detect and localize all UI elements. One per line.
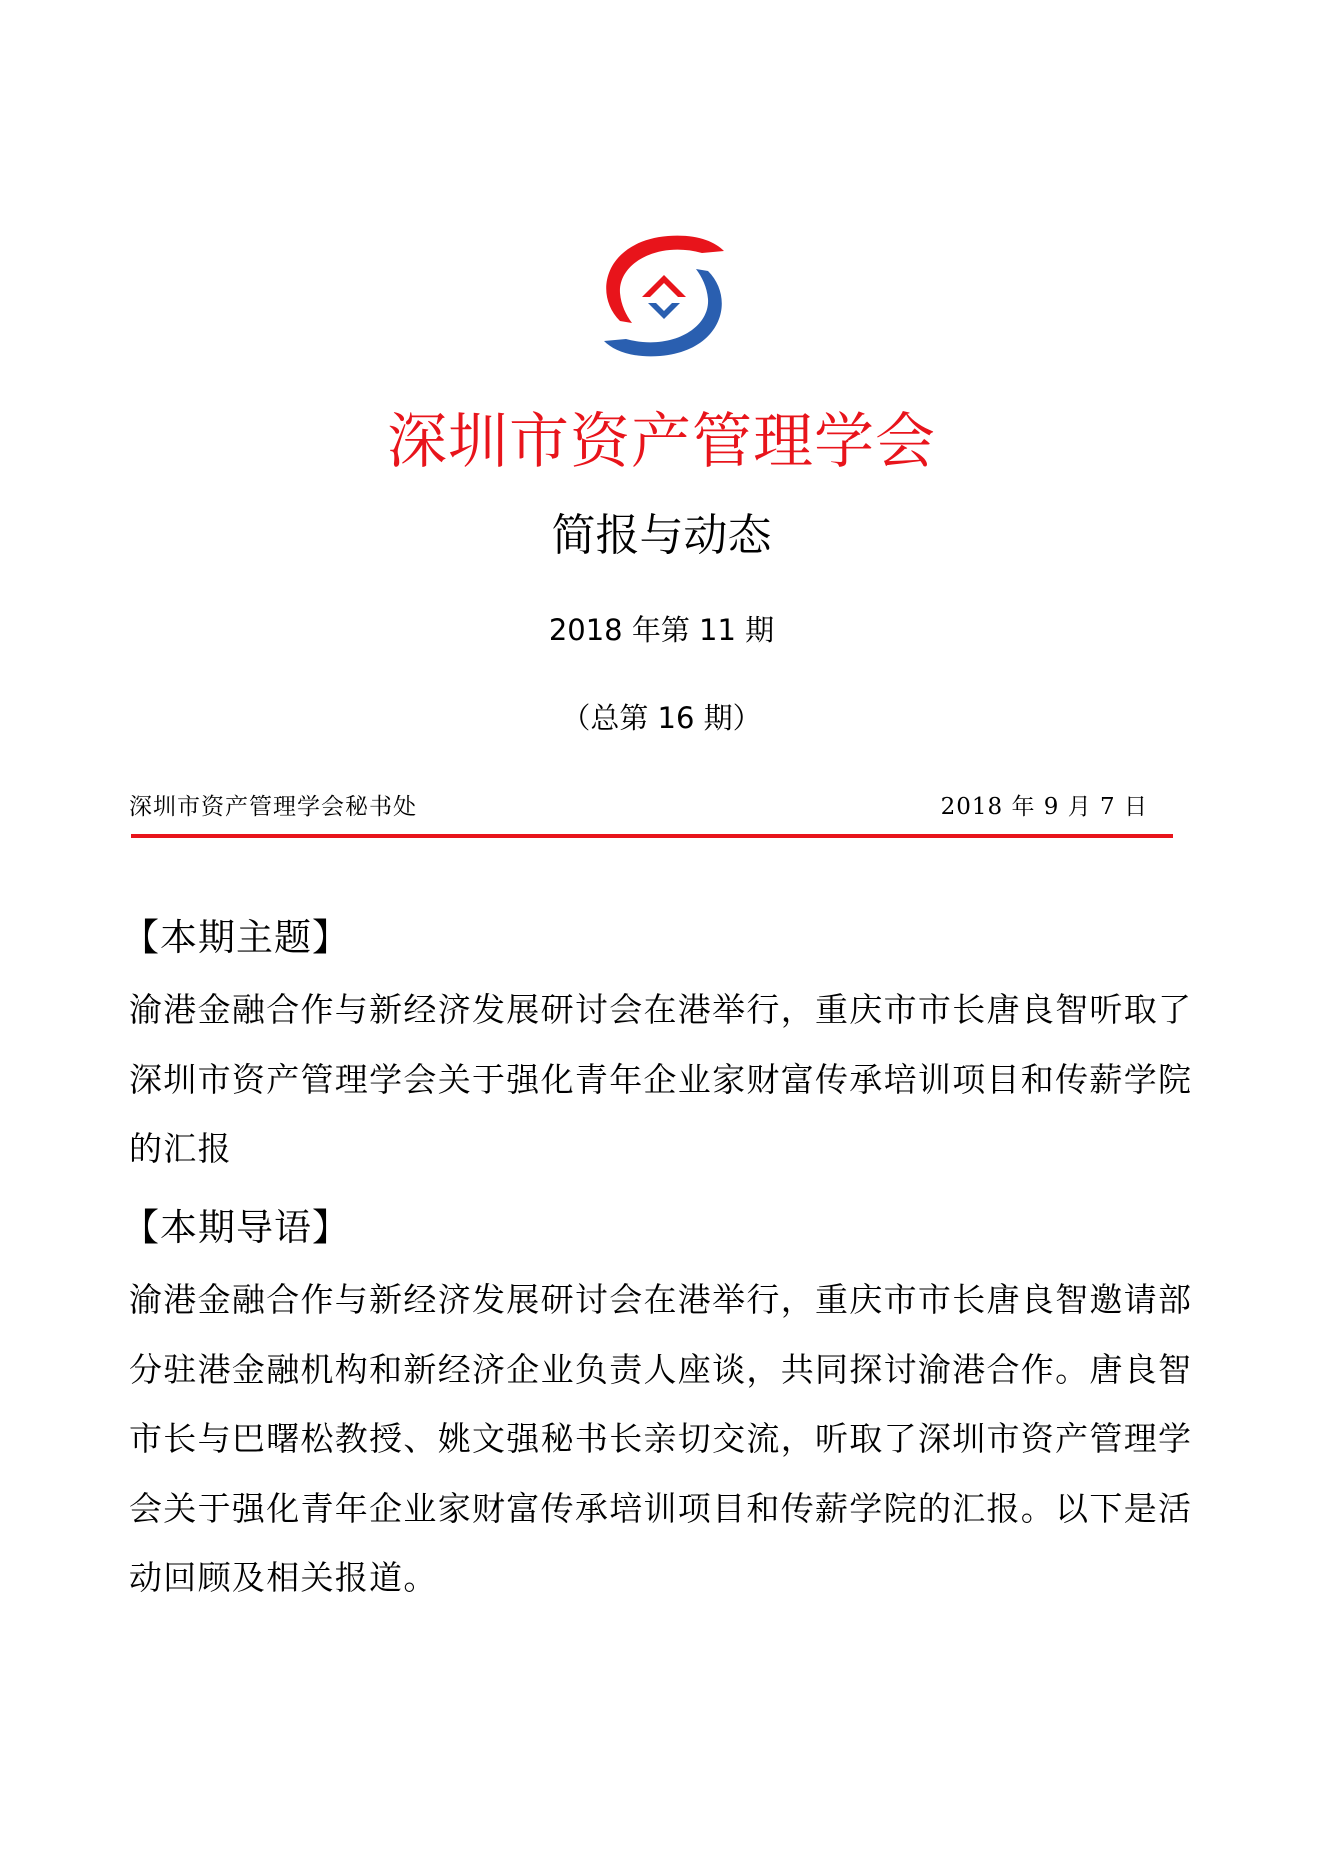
issue-number: 2018 年第 11 期 [548, 613, 775, 647]
intro-paragraph: 渝港金融合作与新经济发展研讨会在港举行，重庆市市长唐良智邀请部分驻港金融机构和新经济企业负责人座谈，共同探讨渝港合作。唐良智市长与巴曙松教授、姚文强秘书长亲切交流，听取了深圳市资产管理学会关于强化青年企业家财富传承培训项目和传薪学院的汇报。以下是活动回顾及相关报道。 [129, 1280, 1193, 1597]
intro-heading: 【本期导语】 [122, 1206, 350, 1249]
org-title: 深圳市资产管理学会 [387, 407, 936, 477]
issue-total-number: （总第 16 期） [561, 701, 762, 735]
publisher: 深圳市资产管理学会秘书处 [129, 794, 417, 820]
publish-date: 2018 年 9 月 7 日 [940, 794, 1148, 820]
theme-heading: 【本期主题】 [122, 916, 350, 959]
bulletin-subtitle: 简报与动态 [551, 510, 772, 561]
society-emblem-icon [598, 233, 730, 359]
header-divider [131, 834, 1173, 838]
theme-paragraph: 渝港金融合作与新经济发展研讨会在港举行，重庆市市长唐良智听取了深圳市资产管理学会关于强化青年企业家财富传承培训项目和传薪学院的汇报 [129, 990, 1193, 1168]
